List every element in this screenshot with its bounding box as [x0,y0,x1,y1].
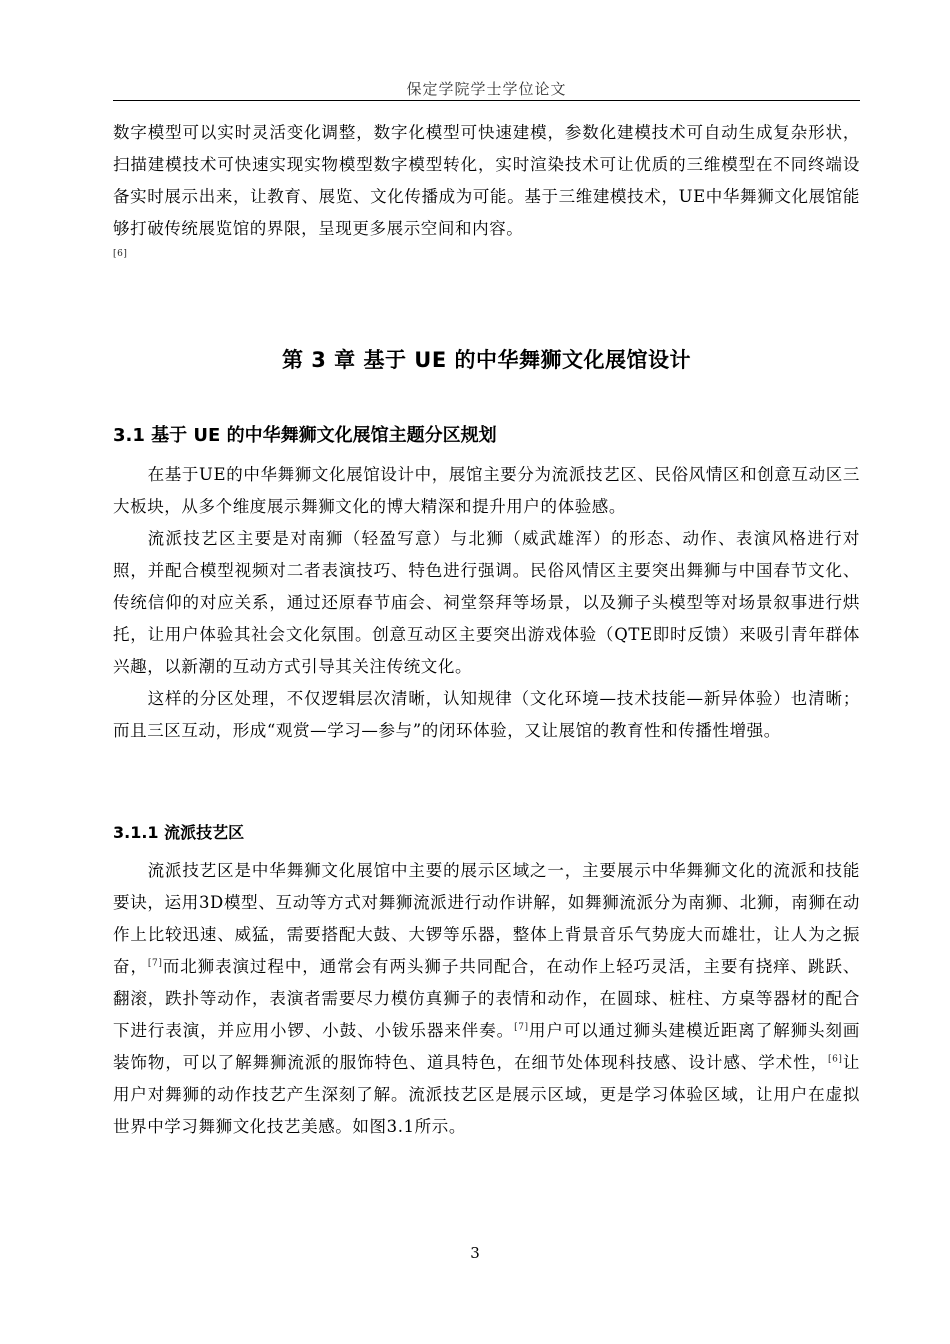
citation-7b: [7] [514,1022,529,1033]
page-number: 3 [470,1244,480,1262]
section-paragraph-2: 流派技艺区主要是对南狮（轻盈写意）与北狮（威武雄浑）的形态、动作、表演风格进行对照，并配合模型视频对二者表演技巧、特色进行强调。民俗风情区主要突出舞狮与中国春节文化、传统信仰的对应关系，通过还原春节庙会、祠堂祭拜等场景，以及狮子头模型等对场景叙事进行烘托，让用户体验其社会文化氛围。创意互动区主要突出游戏体验（QTE即时反馈）来吸引青年群体兴趣，以新潮的互动方式引导其关注传统文化。 [113,529,860,676]
subsection-text-1: 流派技艺区是中华舞狮文化展馆中主要的展示区域之一，主要展示中华舞狮文化的流派和技能要诀，运用3D模型、互动等方式对舞狮流派进行动作讲解，如舞狮流派分为南狮、北狮，南狮在动作上比较迅速、威猛，需要搭配大鼓、大锣等乐器，整体上背景音乐气势庞大而雄壮，让人为之振奋， [113,861,860,976]
header-rule [113,100,860,101]
subsection-text-4: 让用户对舞狮的动作技艺产生深刻了解。流派技艺区是展示区域，更是学习体验区域，让用户在虚拟世界中学习舞狮文化技艺美感。如图3.1所示。 [113,1053,860,1136]
subsection-paragraph [113,855,860,1143]
subsection-text-3: 用户可以通过狮头建模近距离了解狮头刻画装饰物，可以了解舞狮流派的服饰特色、道具特色，在细节处体现科技感、设计感、学术性， [113,1021,860,1072]
subsection-body [113,855,860,1143]
section-title: 3.1 基于 UE 的中华舞狮文化展馆主题分区规划 [113,425,497,446]
intro-paragraph: 数字模型可以实时灵活变化调整，数字化模型可快速建模，参数化建模技术可自动生成复杂形状，扫描建模技术可快速实现实物模型数字模型转化，实时渲染技术可让优质的三维模型在不同终端设备实时展示出来，让教育、展览、文化传播成为可能。基于三维建模技术，UE中华舞狮文化展馆能够打破传统展览馆的界限，呈现更多展示空间和内容。 [113,123,860,238]
section-body [113,459,860,747]
citation-7a: [7] [147,958,163,969]
citation-6: [6] [827,1054,843,1065]
subsection-title: 3.1.1 流派技艺区 [113,823,245,842]
intro-citation: [6] [113,249,128,259]
running-header: 保定学院学士学位论文 [406,80,567,98]
intro-block [113,117,860,263]
section-paragraph-1: 在基于UE的中华舞狮文化展馆设计中，展馆主要分为流派技艺区、民俗风情区和创意互动区三大板块，从多个维度展示舞狮文化的博大精深和提升用户的体验感。 [113,465,860,516]
section-paragraph-3: 这样的分区处理，不仅逻辑层次清晰，认知规律（文化环境—技术技能—新异体验）也清晰；而且三区互动，形成“观赏—学习—参与”的闭环体验，又让展馆的教育性和传播性增强。 [113,689,860,740]
subsection-text-2: 而北狮表演过程中，通常会有两头狮子共同配合，在动作上轻巧灵活，主要有挠痒、跳跃、翻滚，跌扑等动作，表演者需要尽力模仿真狮子的表情和动作，在圆球、桩柱、方桌等器材的配合下进行表演，并应用小锣、小鼓、小钹乐器来伴奏。 [113,957,861,1040]
chapter-title: 第 3 章 基于 UE 的中华舞狮文化展馆设计 [281,348,692,372]
